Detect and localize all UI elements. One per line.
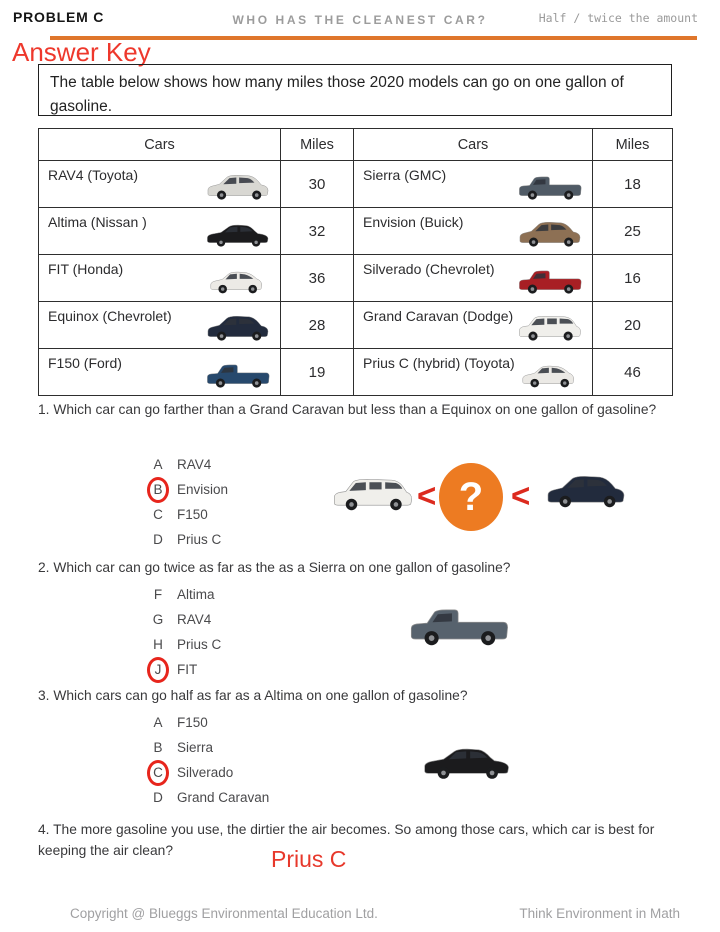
miles-value: 28	[281, 302, 354, 349]
miles-value: 19	[281, 349, 354, 396]
pickup-car-image	[516, 167, 584, 205]
answer-option	[148, 477, 228, 502]
column-header-miles-right: Miles	[593, 129, 673, 161]
answer-option	[148, 607, 221, 632]
table-header-row	[39, 129, 673, 161]
option-letter: G	[152, 612, 164, 627]
instruction-box	[38, 64, 672, 116]
hatchback-car-image	[204, 261, 272, 299]
option-letter: D	[153, 532, 163, 547]
option-label: Prius C	[177, 637, 222, 652]
comparison-left-car	[330, 469, 416, 522]
question-mark-badge	[439, 463, 503, 531]
option-label: Sierra	[177, 740, 214, 755]
answer-option	[148, 582, 221, 607]
question-4-answer: Prius C	[271, 846, 347, 872]
answer-option	[148, 735, 269, 760]
question-3-text: 3. Which cars can go half as far as a Altima on one gallon of gasoline?	[38, 688, 468, 703]
miles-value: 46	[593, 349, 673, 396]
car-cell	[354, 161, 593, 208]
pickup-car-image	[204, 355, 272, 393]
option-letter: F	[153, 587, 163, 602]
car-cell	[39, 161, 281, 208]
option-label: Envision	[177, 482, 229, 497]
miles-value: 16	[593, 255, 673, 302]
question-2-text: 2. Which car can go twice as far as the as a Sierra on one gallon of gasoline?	[38, 560, 511, 575]
miles-value: 20	[593, 302, 673, 349]
answer-circle-mark	[147, 477, 169, 503]
question-4-text: 4. The more gasoline you use, the dirtier the air becomes. So among those cars, which car is best for keeping the air clean?	[38, 822, 655, 859]
mpg-table	[38, 128, 673, 396]
question-2-options	[148, 582, 221, 682]
miles-value: 18	[593, 161, 673, 208]
answer-circle-mark	[147, 760, 169, 786]
option-letter: B	[153, 740, 163, 755]
table-row	[39, 208, 673, 255]
option-label: Prius C	[177, 532, 222, 547]
car-name: RAV4 (Toyota)	[48, 167, 138, 183]
question-1-text: 1. Which car can go farther than a Grand Caravan but less than a Equinox on one gallon of gasoline?	[38, 402, 657, 417]
miles-value: 25	[593, 208, 673, 255]
less-than-symbol: <	[511, 477, 531, 514]
option-label: Grand Caravan	[177, 790, 270, 805]
option-label: RAV4	[177, 612, 212, 627]
car-cell	[39, 302, 281, 349]
sedan-car-image	[204, 214, 272, 252]
question-1-options	[148, 452, 228, 552]
table-row	[39, 302, 673, 349]
answer-option	[148, 710, 269, 735]
sedan-car-image	[420, 732, 514, 788]
suv-car-image	[204, 308, 272, 346]
question-3-options	[148, 710, 269, 810]
car-cell	[39, 255, 281, 302]
car-name: Equinox (Chevrolet)	[48, 308, 172, 324]
answer-circle-mark	[147, 657, 169, 683]
hatchback-car-image	[516, 355, 584, 393]
car-name: Sierra (GMC)	[363, 167, 447, 183]
less-than-symbol: <	[417, 477, 437, 514]
car-name: Prius C (hybrid) (Toyota)	[363, 355, 515, 371]
answer-option	[148, 760, 269, 785]
suv-car-image	[543, 465, 629, 515]
car-cell	[354, 349, 593, 396]
answer-option	[148, 785, 269, 810]
table-row	[39, 161, 673, 208]
car-cell	[354, 255, 593, 302]
suv-car-image	[516, 214, 584, 252]
column-header-cars-right: Cars	[354, 129, 593, 161]
option-letter: J	[148, 662, 168, 677]
pickup-car-image	[516, 261, 584, 299]
option-label: FIT	[177, 662, 198, 677]
car-cell	[354, 208, 593, 255]
option-label: Altima	[177, 587, 215, 602]
car-name: Grand Caravan (Dodge)	[363, 308, 514, 324]
car-name: F150 (Ford)	[48, 355, 122, 371]
column-header-cars-left: Cars	[39, 129, 281, 161]
option-label: RAV4	[177, 457, 212, 472]
topic-note: Half / twice the amount	[538, 11, 698, 25]
minivan-car-image	[330, 469, 416, 517]
car-name: Silverado (Chevrolet)	[363, 261, 495, 277]
miles-value: 30	[281, 161, 354, 208]
option-letter: C	[148, 765, 168, 780]
answer-option	[148, 527, 228, 552]
option-label: F150	[177, 507, 208, 522]
tagline-text: Think Environment in Math	[519, 906, 680, 921]
option-label: F150	[177, 715, 208, 730]
column-header-miles-left: Miles	[281, 129, 354, 161]
car-cell	[39, 349, 281, 396]
car-cell	[39, 208, 281, 255]
option-letter: A	[153, 457, 163, 472]
miles-value: 32	[281, 208, 354, 255]
table-row	[39, 255, 673, 302]
copyright-text: Copyright @ Blueggs Environmental Education Ltd.	[70, 906, 378, 921]
option-letter: H	[153, 637, 163, 652]
option-letter: A	[153, 715, 163, 730]
question-2-car	[406, 594, 512, 659]
suv-car-image	[204, 167, 272, 205]
option-label: Silverado	[177, 765, 234, 780]
car-name: Altima (Nissan )	[48, 214, 147, 230]
car-name: Envision (Buick)	[363, 214, 464, 230]
answer-key-label: Answer Key	[12, 37, 151, 67]
page-title: WHO HAS THE CLEANEST CAR?	[232, 13, 488, 27]
option-letter: D	[153, 790, 163, 805]
minivan-car-image	[516, 308, 584, 346]
mpg-table-body	[39, 161, 673, 396]
answer-option	[148, 632, 221, 657]
instruction-text: The table below shows how many miles those 2020 models can go on one gallon of gasoline.	[50, 74, 624, 116]
comparison-right-car	[543, 465, 629, 520]
car-name: FIT (Honda)	[48, 261, 124, 277]
car-cell	[354, 302, 593, 349]
answer-option	[148, 502, 228, 527]
question-mark-icon: ?	[458, 474, 484, 519]
pickup-car-image	[406, 594, 512, 654]
answer-option	[148, 657, 221, 682]
question-3-car	[420, 732, 514, 793]
answer-option	[148, 452, 228, 477]
table-row	[39, 349, 673, 396]
miles-value: 36	[281, 255, 354, 302]
option-letter: C	[153, 507, 163, 522]
option-letter: B	[148, 482, 168, 497]
problem-label: PROBLEM C	[13, 9, 105, 25]
